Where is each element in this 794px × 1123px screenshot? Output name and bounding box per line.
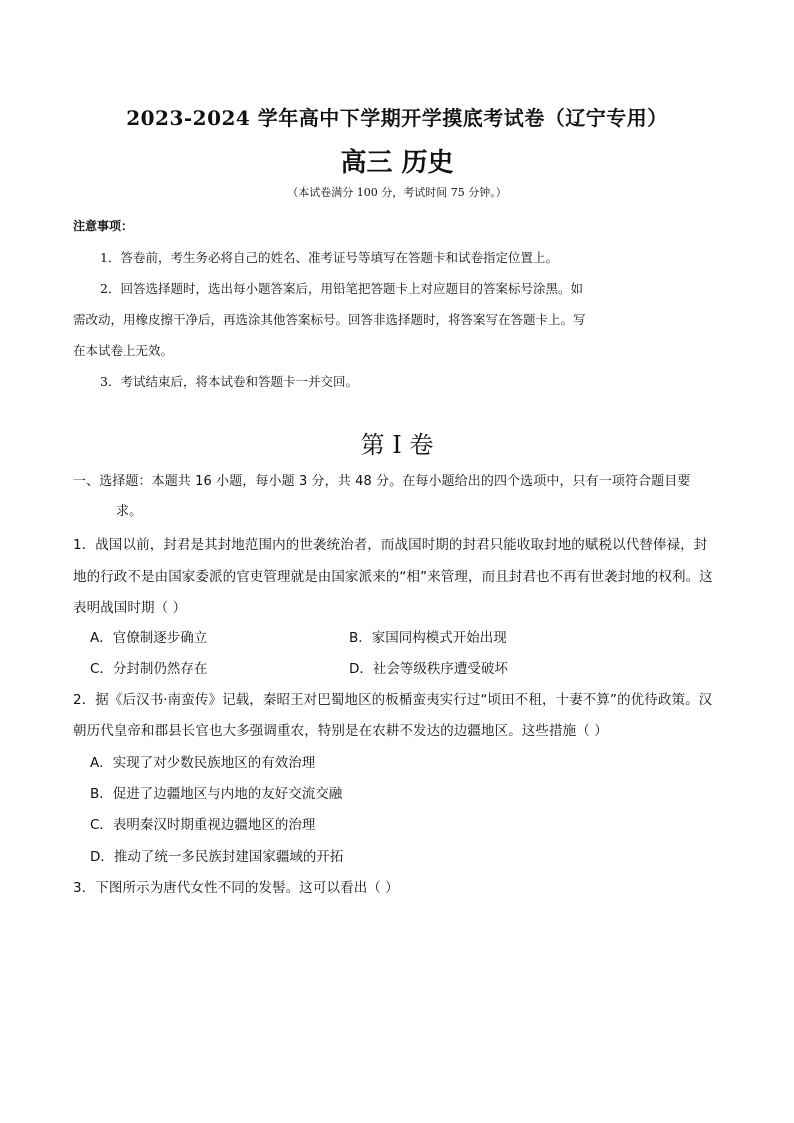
notice-line: 需改动，用橡皮擦干净后，再选涂其他答案标号。回答非选择题时，将答案写在答题卡上。写 bbox=[73, 312, 586, 327]
exam-title: 2023-2024 学年高中下学期开学摸底考试卷（辽宁专用） bbox=[126, 106, 668, 130]
question-1-text: 1．战国以前，封君是其封地范围内的世袭统治者，而战国时期的封君只能收取封地的赋税以代替俸禄，封 bbox=[73, 537, 708, 553]
notice-line: 3．考试结束后，将本试卷和答题卡一并交回。 bbox=[100, 374, 358, 389]
question-3-text: 3．下图所示为唐代女性不同的发髻。这可以看出（ ） bbox=[73, 880, 399, 896]
question-1-text: 地的行政不是由国家委派的官吏管理就是由国家派来的“相”来管理，而且封君也不再有世袭封地的权利。这 bbox=[73, 569, 713, 585]
section-instruction-cont: 求。 bbox=[116, 504, 143, 519]
section-title: 第 I 卷 bbox=[360, 431, 434, 459]
question-1-option-c: C．分封制仍然存在 bbox=[90, 661, 208, 677]
question-2-text: 朝历代皇帝和郡县长官也大多强调重农，特别是在农耕不发达的边疆地区。这些措施（ ） bbox=[73, 723, 608, 739]
exam-info: （本试卷满分 100 分，考试时间 75 分钟。） bbox=[287, 186, 507, 199]
notice-line: 在本试卷上无效。 bbox=[73, 343, 174, 358]
question-2-option-b: B．促进了边疆地区与内地的友好交流交融 bbox=[90, 786, 343, 802]
notice-line: 2．回答选择题时，选出每小题答案后，用铅笔把答题卡上对应题目的答案标号涂黑。如 bbox=[100, 281, 583, 296]
subject-title: 高三 历史 bbox=[340, 148, 454, 178]
question-2-option-d: D．推动了统一多民族封建国家疆域的开拓 bbox=[90, 849, 344, 865]
question-2-option-a: A．实现了对少数民族地区的有效治理 bbox=[90, 755, 316, 771]
question-2-option-c: C．表明秦汉时期重视边疆地区的治理 bbox=[90, 817, 316, 833]
section-instruction: 一、选择题：本题共 16 小题，每小题 3 分，共 48 分。在每小题给出的四个选项中，只有一项符合题目要 bbox=[73, 474, 691, 489]
notice-heading: 注意事项： bbox=[73, 219, 134, 233]
question-1-option-d: D．社会等级秩序遭受破坏 bbox=[349, 661, 508, 677]
question-1-option-a: A．官僚制逐步确立 bbox=[90, 630, 208, 646]
question-1-option-b: B．家国同构模式开始出现 bbox=[349, 630, 507, 646]
question-2-text: 2．据《后汉书·南蛮传》记载，秦昭王对巴蜀地区的板楯蛮夷实行过“顷田不租，十妻不算”的优待政策。汉 bbox=[73, 692, 713, 708]
question-1-text: 表明战国时期（ ） bbox=[73, 600, 187, 616]
notice-line: 1．答卷前，考生务必将自己的姓名、准考证号等填写在答题卡和试卷指定位置上。 bbox=[100, 250, 558, 265]
